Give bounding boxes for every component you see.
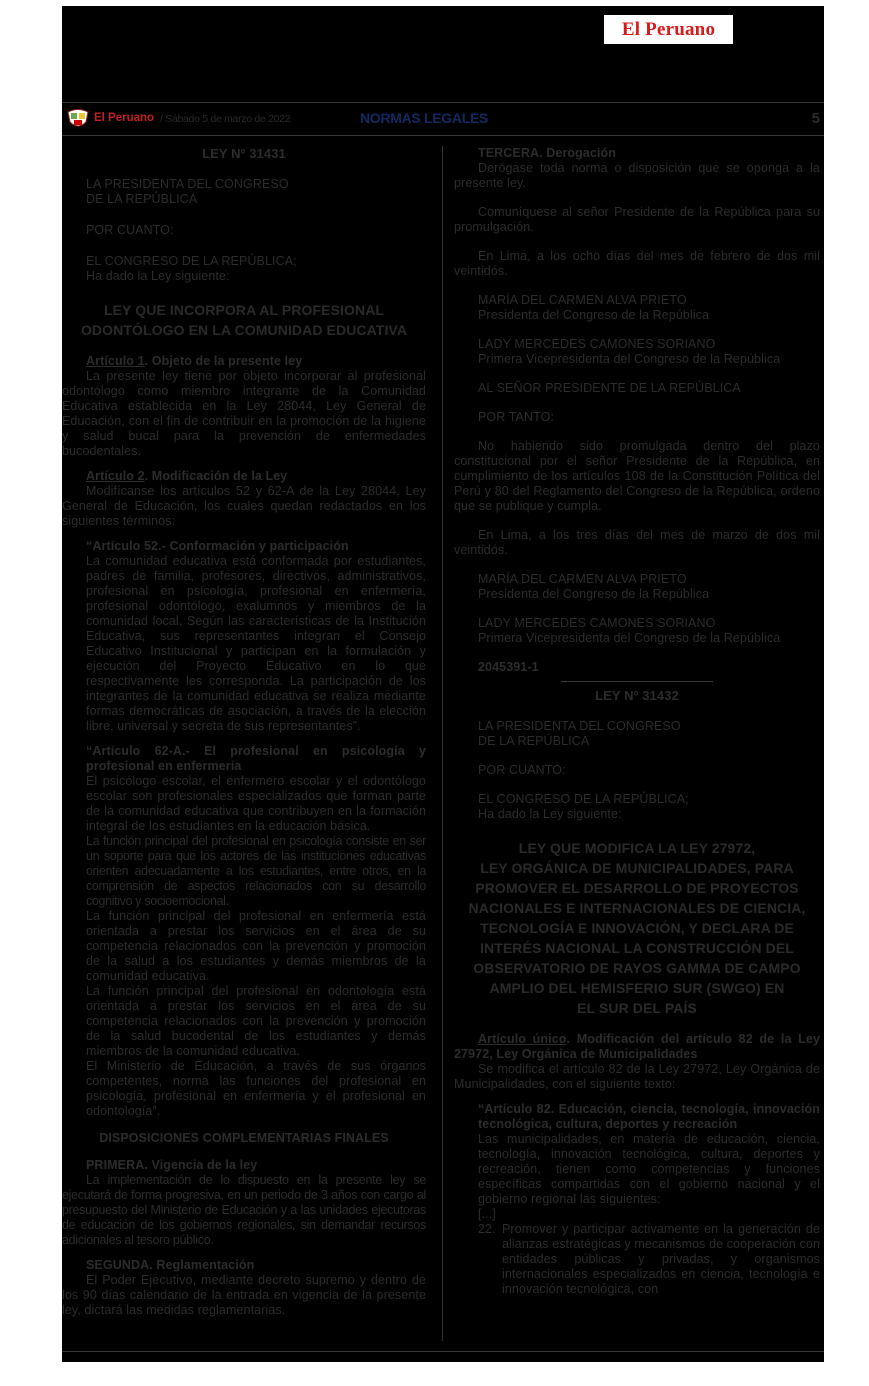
quoted-article-text: La función principal del profesional en enfermería está orientada a prestar los servicios en el área de su competencia relacionados con la prevención y promoción de la salud a los estudiantes y demás miembros de la comunidad educativa.: [86, 909, 426, 983]
provision-heading: PRIMERA. Vigencia de la ley: [86, 1158, 258, 1172]
signatory-name: LADY MERCEDES CAMONES SORIANO: [478, 337, 716, 351]
law-title-line: OBSERVATORIO DE RAYOS GAMMA DE CAMPO: [473, 960, 801, 976]
quoted-article-text: La comunidad educativa está conformada por estudiantes, padres de familia, profesores, directivos, administrativos, profesional en psicología, profesional en enfermería, profesional odontólogo, exalumnos y miembros de la comunidad local. Según las características de la Institución Educativa, sus representantes integran el Consejo Educativo Institucional y participan en la formulación y ejecución del Proyecto Educativo en lo que respectivamente les corresponda. La participación de los integrantes de la comunidad educativa se realiza mediante formas democráticas de asociación, a través de la elección libre, universal y secreta de sus representantes”.: [86, 554, 426, 733]
article-heading: Artículo 1. Objeto de la presente ley: [86, 354, 303, 368]
signatory-role: Presidenta del Congreso de la República: [478, 308, 710, 322]
signatory-name: MARÍA DEL CARMEN ALVA PRIETO: [478, 293, 687, 307]
section-title: NORMAS LEGALES: [360, 110, 489, 126]
quoted-article-heading: “Artículo 52.- Conformación y participación: [86, 539, 349, 553]
law-number: LEY Nº 31432: [595, 688, 679, 703]
intro-line: EL CONGRESO DE LA REPÚBLICA;: [86, 254, 297, 268]
separator-rule: [561, 681, 713, 682]
intro-line: Ha dado la Ley siguiente:: [478, 807, 622, 821]
list-item-number: 22.: [478, 1222, 496, 1236]
body-text: En Lima, a los tres días del mes de marzo de dos mil veintidós.: [454, 528, 820, 557]
article-heading: Artículo 2. Modificación de la Ley: [86, 469, 288, 483]
page-number: 5: [811, 110, 820, 127]
por-cuanto: POR CUANTO:: [478, 763, 566, 777]
list-item: [478, 1222, 820, 1297]
law-title-line: EL SUR DEL PAÍS: [577, 1000, 697, 1016]
document-code: 2045391-1: [478, 660, 539, 674]
addressee: AL SEÑOR PRESIDENTE DE LA REPÚBLICA: [478, 381, 741, 395]
signatory-role: Primera Vicepresidenta del Congreso de la República: [478, 352, 781, 366]
intro-line: LA PRESIDENTA DEL CONGRESO: [478, 719, 681, 733]
body-text: En Lima, a los ocho días del mes de febrero de dos mil veintidós.: [454, 249, 820, 278]
coat-of-arms-icon: [66, 108, 90, 130]
quoted-article-heading: “Artículo 82. Educación, ciencia, tecnología, innovación tecnológica, cultura, deportes y recreación: [478, 1102, 820, 1131]
quoted-article-text: Las municipalidades, en materia de educación, ciencia, tecnología, innovación tecnológica, cultura, deportes y recreación, tienen como competencias y funciones específicas compartidas con el gobierno nacional y el gobierno regional las siguientes:: [478, 1132, 820, 1206]
column-divider: [442, 146, 443, 1341]
body-text: Comuníquese al señor Presidente de la República para su promulgación.: [454, 205, 820, 234]
provision-heading: SEGUNDA. Reglamentación: [86, 1258, 255, 1272]
law-title-line: AMPLIO DEL HEMISFERIO SUR (SWGO) EN: [489, 980, 785, 996]
law-title-line: ODONTÓLOGO EN LA COMUNIDAD EDUCATIVA: [80, 322, 408, 338]
footer-rule: [62, 1351, 824, 1352]
law-title-line: NACIONALES E INTERNACIONALES DE CIENCIA,: [468, 900, 806, 916]
quoted-article-text: La función principal del profesional en odontología está orientada a prestar los servicios en el área de su competencia relacionados con la prevención y promoción de la salud bucodental de los estudiantes y demás miembros de la comunidad educativa.: [86, 984, 426, 1058]
el-peruano-logo: [604, 15, 733, 44]
law-title-line: LEY QUE MODIFICA LA LEY 27972,: [518, 840, 756, 856]
quoted-article-heading: “Artículo 62-A.- El profesional en psicología y profesional en enfermería: [86, 744, 426, 773]
body-text: No habiendo sido promulgada dentro del plazo constitucional por el señor Presidente de la República, en cumplimiento de los artículos 108 de la Constitución Política del Perú y 80 del Reglamento del Congreso de la República, ordeno que se publique y cumpla.: [454, 439, 820, 513]
header-brand: El Peruano: [94, 112, 155, 124]
quoted-article-text: La función principal del profesional en psicología consiste en ser un soporte para que los actores de las instituciones educativas orienten adecuadamente a los estudiantes, entre otros, en la comprensión de aspectos relacionados con su desarrollo cognitivo y socioemocional.: [86, 834, 426, 908]
por-cuanto: POR CUANTO:: [86, 223, 174, 237]
right-column: [454, 146, 820, 1297]
intro-line: EL CONGRESO DE LA REPÚBLICA;: [478, 792, 689, 806]
header-top-rule: [62, 102, 824, 103]
quoted-article-text: El Ministerio de Educación, a través de sus órganos competentes, norma las funciones del profesional en psicología, profesional en enfermería y el profesional en odontología”.: [86, 1059, 426, 1118]
law-title-line: PROMOVER EL DESARROLLO DE PROYECTOS: [475, 880, 799, 896]
article-heading: Artículo único. Modificación del artículo 82 de la Ley 27972, Ley Orgánica de Municipalidades: [454, 1032, 820, 1061]
provision-text: El Poder Ejecutivo, mediante decreto supremo y dentro de los 90 días calendario de la entrada en vigencia de la presente ley, dictará las medidas reglamentarias.: [62, 1273, 426, 1317]
law-title-line: LEY QUE INCORPORA AL PROFESIONAL: [103, 302, 385, 318]
law-title-line: LEY ORGÁNICA DE MUNICIPALIDADES, PARA: [480, 860, 794, 876]
quoted-article-text: El psicólogo escolar, el enfermero escolar y el odontólogo escolar son profesionales especializados que forman parte de la comunidad educativa que contribuyen en la formación integral de los estudiantes en la educación básica.: [86, 774, 426, 833]
section-heading: DISPOSICIONES COMPLEMENTARIAS FINALES: [99, 1131, 389, 1145]
header-bottom-rule: [62, 135, 824, 136]
numbered-list: [478, 1222, 820, 1297]
provision-text: Derógase toda norma o disposición que se oponga a la presente ley.: [454, 161, 820, 190]
intro-line: DE LA REPÚBLICA: [478, 734, 590, 748]
ellipsis: [...]: [478, 1207, 496, 1221]
document-page: [62, 6, 824, 1362]
left-column: [62, 146, 426, 1318]
list-item-text: Promover y participar activamente en la generación de alianzas estratégicas y mecanismos de cooperación con entidades públicas y privadas, y organismos internacionales especializados en ciencia, tecnología e innovación tecnológica, con: [502, 1222, 820, 1296]
signatory-role: Presidenta del Congreso de la República: [478, 587, 710, 601]
page-header: [62, 104, 824, 134]
intro-line: DE LA REPÚBLICA: [86, 192, 198, 206]
article-text: Se modifica el artículo 82 de la Ley 27972, Ley Orgánica de Municipalidades, con el siguiente texto:: [454, 1062, 820, 1091]
signatory-name: LADY MERCEDES CAMONES SORIANO: [478, 616, 716, 630]
intro-line: LA PRESIDENTA DEL CONGRESO: [86, 177, 289, 191]
law-title-line: INTERÉS NACIONAL LA CONSTRUCCIÓN DEL: [480, 940, 794, 956]
provision-text: La implementación de lo dispuesto en la presente ley se ejecutará de forma progresiva, en un periodo de 3 años con cargo al presupuesto del Ministerio de Educación y a las unidades ejecutoras de educación de los gobiernos regionales, sin demandar recursos adicionales al tesoro público.: [62, 1173, 426, 1247]
header-date: / Sábado 5 de marzo de 2022: [160, 113, 291, 125]
law-number: LEY Nº 31431: [202, 146, 286, 161]
signatory-name: MARÍA DEL CARMEN ALVA PRIETO: [478, 572, 687, 586]
article-text: La presente ley tiene por objeto incorporar al profesional odontólogo como miembro integrante de la Comunidad Educativa establecida en la Ley 28044, Ley General de Educación, con el fin de contribuir en la promoción de la higiene y salud bucal para la prevención de enfermedades bucodentales.: [62, 369, 426, 458]
intro-line: Ha dado la Ley siguiente:: [86, 269, 230, 283]
article-text: Modifícanse los artículos 52 y 62-A de la Ley 28044, Ley General de Educación, los cuales quedan redactados en los siguientes términos:: [62, 484, 426, 528]
signatory-role: Primera Vicepresidenta del Congreso de la República: [478, 631, 781, 645]
por-tanto: POR TANTO:: [478, 410, 555, 424]
law-title-line: TECNOLOGÍA E INNOVACIÓN, Y DECLARA DE: [480, 920, 794, 936]
provision-heading: TERCERA. Derogación: [478, 146, 617, 160]
logo-text: El Peruano: [621, 18, 716, 40]
